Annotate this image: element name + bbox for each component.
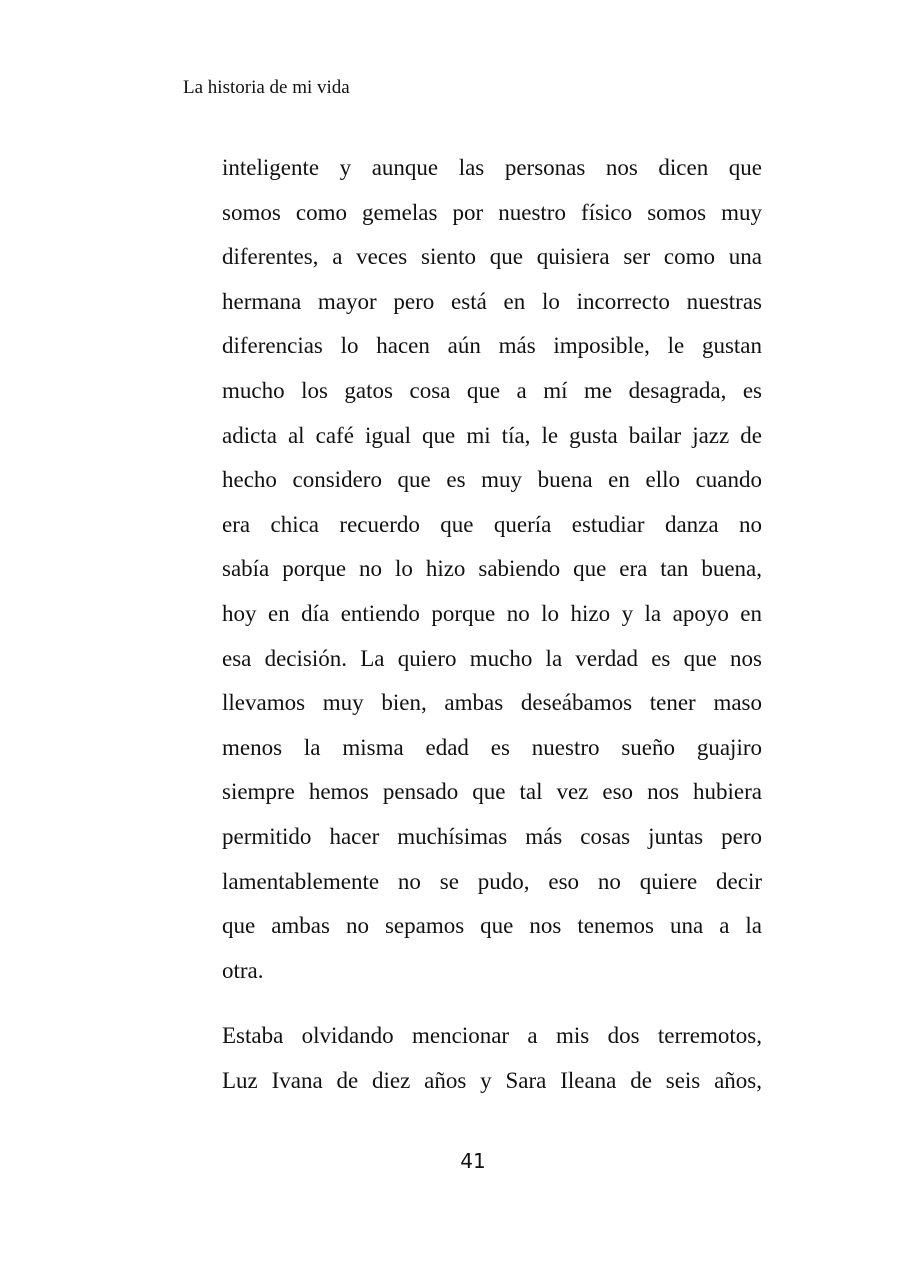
- text-line: inteligente y aunque las personas nos dicen que: [222, 155, 762, 180]
- text-line: hoy en día entiendo porque no lo hizo y la apoyo en: [222, 600, 762, 626]
- body-text: [222, 146, 762, 1103]
- page-number: 41: [460, 1149, 486, 1173]
- text-line: somos como gemelas por nuestro físico somos muy: [222, 199, 762, 225]
- text-line: menos la misma edad es nuestro sueño guajiro: [222, 734, 762, 760]
- text-line: Estaba olvidando mencionar a mis dos terremotos,: [222, 1023, 762, 1049]
- text-line: diferentes, a veces siento que quisiera ser como una: [222, 244, 762, 270]
- running-header: La historia de mi vida: [183, 77, 350, 98]
- text-line: llevamos muy bien, ambas deseábamos tener maso: [222, 690, 762, 716]
- text-line: esa decisión. La quiero mucho la verdad es que nos: [222, 645, 762, 671]
- text-line: hecho considero que es muy buena en ello cuando: [222, 467, 762, 493]
- text-line: mucho los gatos cosa que a mí me desagrada, es: [222, 377, 762, 403]
- paragraph-1: [222, 146, 762, 993]
- text-line: otra.: [222, 957, 264, 983]
- text-line: que ambas no sepamos que nos tenemos una a la: [222, 913, 762, 939]
- text-line: hermana mayor pero está en lo incorrecto nuestras: [222, 288, 762, 314]
- text-line: sabía porque no lo hizo sabiendo que era tan buena,: [222, 556, 762, 582]
- text-line: lamentablemente no se pudo, eso no quiere decir: [222, 868, 762, 894]
- text-line: era chica recuerdo que quería estudiar danza no: [222, 511, 762, 537]
- text-line: siempre hemos pensado que tal vez eso nos hubiera: [222, 779, 762, 805]
- paragraph-2: [222, 1014, 762, 1103]
- text-line: permitido hacer muchísimas más cosas juntas pero: [222, 823, 762, 849]
- text-line: adicta al café igual que mi tía, le gusta bailar jazz de: [222, 422, 762, 448]
- text-line: diferencias lo hacen aún más imposible, le gustan: [222, 333, 762, 359]
- text-line: Luz Ivana de diez años y Sara Ileana de seis años,: [222, 1067, 762, 1093]
